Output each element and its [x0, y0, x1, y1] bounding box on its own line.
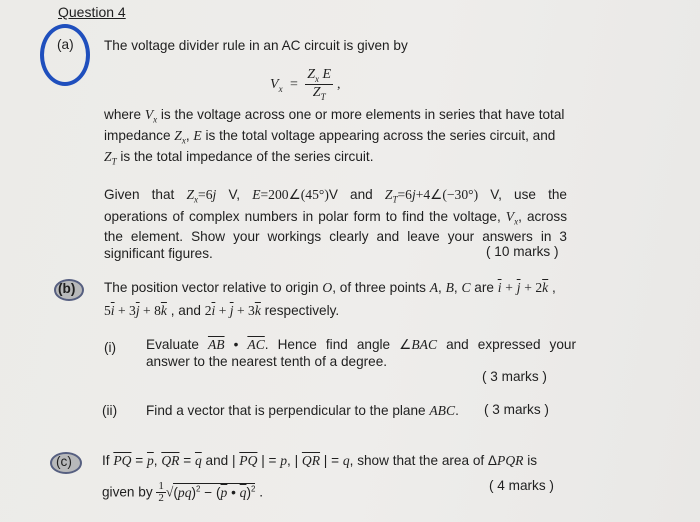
- part-a-intro: The voltage divider rule in an AC circuit is given by: [104, 38, 408, 53]
- part-b-i-label: (i): [104, 340, 117, 355]
- part-a-label: (a): [57, 37, 74, 52]
- part-b-line-2: $5\overline{i} + 3\overline{j} + 8\overline{k}$ , and $2\overline{i} + \overline{j} + 3\overline{k}$ respectively.: [104, 303, 340, 318]
- part-b-ii-label: (ii): [102, 403, 118, 418]
- given-line-1: Given that $Z_x=6j$ V, E=200∠(45°)V and $Z_T=6j+4\angle(-30^\circ)$ V, use the: [104, 187, 567, 205]
- where-line-3: $Z_T$ is the total impedance of the series circuit.: [104, 149, 374, 167]
- where-line-1: where $V_x$ is the voltage across one or more elements in series that have total: [104, 107, 565, 125]
- part-b-line-1: The position vector relative to origin O, of three points A, B, C are $\overline{i} + \overline{j} + 2\overline{k}$ ,: [104, 280, 556, 295]
- part-b-ii-text: Find a vector that is perpendicular to the plane ABC.: [146, 403, 459, 418]
- part-c-label: (c): [56, 454, 72, 469]
- voltage-divider-formula: $V_x$ = $\frac{Z_x E}{Z_T}$ ,: [270, 67, 341, 102]
- question-title: Question 4: [58, 4, 126, 20]
- part-c-line-1: If $\overline{PQ} = \overline{p}$, $\overline{QR} = \overline{q}$ and | $\overline{PQ}$ | = p, | $\overline{QR}$ | = q, show that the area of ΔPQR is: [102, 453, 538, 468]
- given-line-4: significant figures.: [104, 246, 213, 261]
- part-c-marks: ( 4 marks ): [489, 478, 554, 493]
- part-c-line-2: given by $\frac{1}{2}$ $√(pq)^2 - (\overline{p}$ • $\overline{q})^2$ .: [102, 480, 263, 505]
- part-b-label: (b): [58, 281, 76, 296]
- part-a-marks: ( 10 marks ): [486, 244, 559, 259]
- where-line-2: impedance $Z_x$, E is the total voltage appearing across the series circuit, and: [104, 128, 556, 146]
- part-b-i-line-2: answer to the nearest tenth of a degree.: [146, 354, 388, 369]
- given-line-2: operations of complex numbers in polar form to find the voltage, $V_x$, across: [104, 209, 567, 227]
- part-a-circle-annotation: [40, 24, 90, 86]
- given-line-3: the element. Show your workings clearly and leave your answers in 3: [104, 229, 567, 244]
- part-b-i-line-1: Evaluate $\overline{AB}$ • $\overline{AC}$. Hence find angle ∠BAC and expressed your: [146, 337, 576, 352]
- part-b-ii-marks: ( 3 marks ): [484, 402, 549, 417]
- part-b-i-marks: ( 3 marks ): [482, 369, 547, 384]
